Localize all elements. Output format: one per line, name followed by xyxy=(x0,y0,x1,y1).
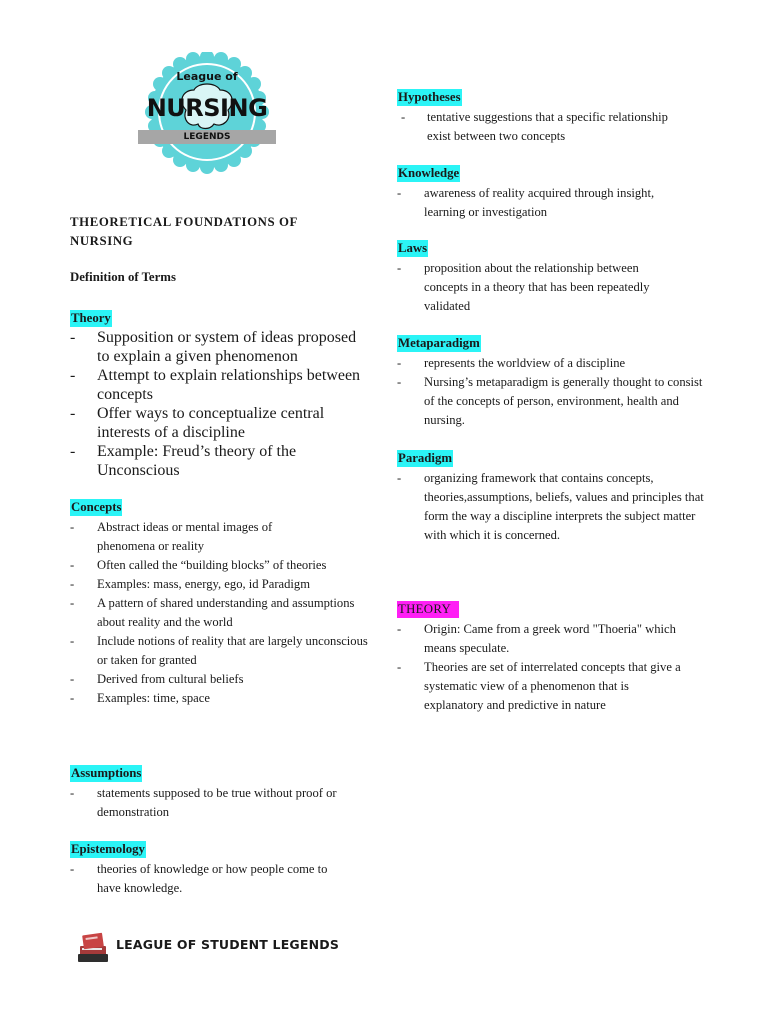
list-item: - Offer ways to conceptualize central interests of a discipline xyxy=(70,405,325,441)
section-metaparadigm xyxy=(397,334,707,430)
logo-line2: NURSING xyxy=(146,94,268,122)
section-hypotheses xyxy=(397,88,697,146)
logo-line1: League of xyxy=(176,70,238,83)
list-item: - tentative suggestions that a specific relationship exist between two concepts xyxy=(401,110,668,143)
term-paradigm: Paradigm xyxy=(398,451,453,465)
list-item: - Example: Freud’s theory of the Unconscious xyxy=(70,443,297,479)
theory-origin-list xyxy=(397,620,707,715)
term-metaparadigm: Metaparadigm xyxy=(398,336,480,350)
term-hypotheses: Hypotheses xyxy=(398,90,461,104)
list-item: - proposition about the relationship between concepts in a theory that has been repeatedly validated xyxy=(397,261,650,313)
section-knowledge xyxy=(397,164,697,222)
list-item: - Nursing’s metaparadigm is generally thought to consist of the concepts of person, environment, health and nursing. xyxy=(397,375,703,427)
list-item: - Supposition or system of ideas proposed to explain a given phenomenon xyxy=(70,329,357,365)
paradigm-list xyxy=(397,469,707,545)
metaparadigm-list xyxy=(397,354,707,430)
list-item: - statements supposed to be true without proof or demonstration xyxy=(70,786,337,819)
league-of-nursing-legends-logo xyxy=(138,52,276,176)
hypotheses-list xyxy=(397,108,697,146)
list-item: - Include notions of reality that are largely unconscious or taken for granted xyxy=(70,634,368,667)
section-theory xyxy=(70,309,370,480)
section-laws xyxy=(397,239,697,316)
term-concepts: Concepts xyxy=(71,500,122,514)
list-item: - awareness of reality acquired through insight, learning or investigation xyxy=(397,186,655,219)
list-item: - organizing framework that contains concepts, theories,assumptions, beliefs, values and principles that form the way a discipline interprets the subject matter with which it is concerned. xyxy=(397,471,704,542)
list-item: - Examples: mass, energy, ego, id Paradigm xyxy=(70,577,310,591)
term-theory-upper: THEORY xyxy=(397,601,459,618)
list-item: - Origin: Came from a greek word "Thoeria" which means speculate. xyxy=(397,622,676,655)
epistemology-list xyxy=(70,860,370,898)
section-concepts xyxy=(70,498,370,708)
list-item: - Examples: time, space xyxy=(70,691,210,705)
list-item: - Often called the “building blocks” of theories xyxy=(70,558,327,572)
document-title: THEORETICAL FOUNDATIONS OF NURSING xyxy=(70,215,298,248)
concepts-list xyxy=(70,518,370,708)
section-assumptions xyxy=(70,764,370,822)
term-epistemology: Epistemology xyxy=(71,842,145,856)
list-item: - Derived from cultural beliefs xyxy=(70,672,244,686)
list-item: - A pattern of shared understanding and assumptions about reality and the world xyxy=(70,596,355,629)
section-epistemology xyxy=(70,840,370,898)
books-icon xyxy=(78,928,114,964)
footer-brand-text: LEAGUE OF STUDENT LEGENDS xyxy=(116,937,340,952)
term-knowledge: Knowledge xyxy=(398,166,460,180)
knowledge-list xyxy=(397,184,697,222)
list-item: - Attempt to explain relationships between concepts xyxy=(70,367,361,403)
section-theory-origin xyxy=(397,600,707,715)
term-laws: Laws xyxy=(398,241,428,255)
definition-subtitle: Definition of Terms xyxy=(70,270,176,284)
list-item: - Theories are set of interrelated concepts that give a systematic view of a phenomenon that is explanatory and predictive in nature xyxy=(397,660,681,712)
assumptions-list xyxy=(70,784,370,822)
list-item: - Abstract ideas or mental images of phenomena or reality xyxy=(70,520,273,553)
laws-list xyxy=(397,259,697,316)
theory-list xyxy=(70,328,370,480)
section-paradigm xyxy=(397,449,707,545)
logo-line3: LEGENDS xyxy=(183,132,231,142)
term-theory: Theory xyxy=(71,311,111,325)
list-item: - represents the worldview of a discipline xyxy=(397,356,626,370)
term-assumptions: Assumptions xyxy=(71,766,142,780)
list-item: - theories of knowledge or how people come to have knowledge. xyxy=(70,862,328,895)
